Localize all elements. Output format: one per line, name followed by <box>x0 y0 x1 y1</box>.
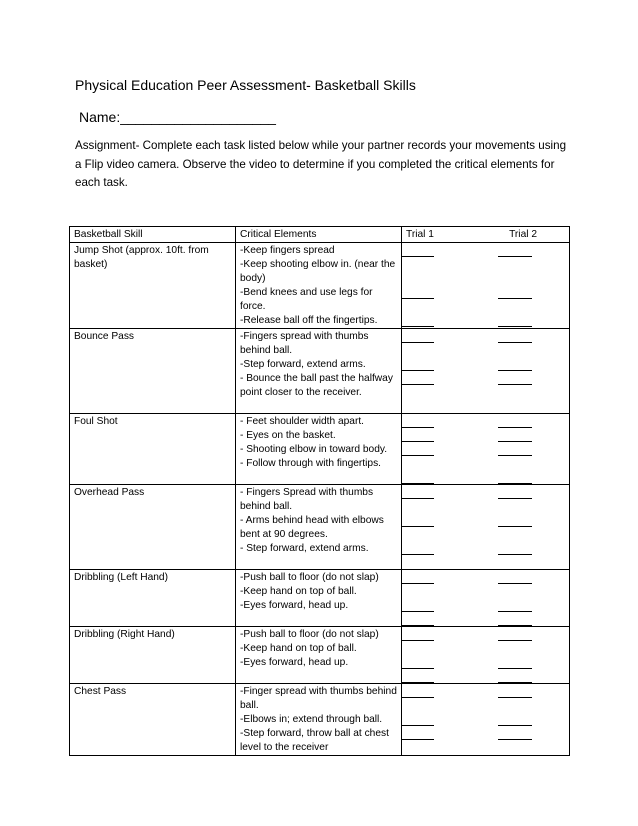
trial-1-blank[interactable] <box>402 326 434 327</box>
trial-2-blank[interactable] <box>498 326 532 327</box>
trial-1-blank[interactable] <box>402 498 434 499</box>
critical-element: - Arms behind head with elbows bent at 90 degrees. <box>240 515 384 540</box>
trial-2-blank[interactable] <box>498 739 532 740</box>
trial-cell <box>402 329 570 414</box>
elements-cell <box>236 414 402 485</box>
skill-cell: Overhead Pass <box>70 485 236 570</box>
trial-cell <box>402 684 570 756</box>
trial-cell <box>402 627 570 684</box>
critical-element: - Follow through with fingertips. <box>240 458 381 469</box>
critical-element: -Step forward, throw ball at chest level to the receiver <box>240 728 389 753</box>
elements-cell <box>236 627 402 684</box>
table-row <box>70 684 570 756</box>
elements-cell <box>236 243 402 329</box>
table-row <box>70 243 570 329</box>
table-row <box>70 414 570 485</box>
critical-element: -Finger spread with thumbs behind ball. <box>240 686 397 711</box>
trial-2-blank[interactable] <box>498 583 532 584</box>
critical-element: -Bend knees and use legs for force. <box>240 287 373 312</box>
critical-element: -Elbows in; extend through ball. <box>240 714 383 725</box>
critical-element: -Keep hand on top of ball. <box>240 586 357 597</box>
skill-cell: Bounce Pass <box>70 329 236 414</box>
trial-cell <box>402 414 570 485</box>
trial-2-blank[interactable] <box>498 668 532 669</box>
trial-1-blank[interactable] <box>402 384 434 385</box>
table-header-row <box>70 227 570 243</box>
skill-cell: Jump Shot (approx. 10ft. from basket) <box>70 243 236 329</box>
header-basketball-skill: Basketball Skill <box>70 227 236 243</box>
trial-1-blank[interactable] <box>402 611 434 612</box>
critical-element: - Eyes on the basket. <box>240 430 336 441</box>
elements-cell <box>236 329 402 414</box>
skill-cell: Dribbling (Right Hand) <box>70 627 236 684</box>
skills-assessment-table <box>69 226 570 756</box>
trial-2-blank[interactable] <box>498 455 532 456</box>
critical-element: -Eyes forward, head up. <box>240 600 349 611</box>
trial-1-blank[interactable] <box>402 427 434 428</box>
trial-cell <box>402 570 570 627</box>
trial-2-blank[interactable] <box>498 384 532 385</box>
elements-cell <box>236 684 402 756</box>
critical-element: - Shooting elbow in toward body. <box>240 444 388 455</box>
trial-1-blank[interactable] <box>402 668 434 669</box>
table-row <box>70 329 570 414</box>
trial-1-blank[interactable] <box>402 640 434 641</box>
trial-1-blank[interactable] <box>402 455 434 456</box>
trial-2-blank[interactable] <box>498 611 532 612</box>
trial-2-blank[interactable] <box>498 526 532 527</box>
critical-element: -Keep shooting elbow in. (near the body) <box>240 259 396 284</box>
trial-1-blank[interactable] <box>402 298 434 299</box>
trial-1-blank[interactable] <box>402 583 434 584</box>
trial-2-blank[interactable] <box>498 256 532 257</box>
trial-1-blank[interactable] <box>402 256 434 257</box>
name-field-label: Name:____________________ <box>79 109 276 125</box>
page-title: Physical Education Peer Assessment- Basketball Skills <box>75 77 416 93</box>
trial-2-blank[interactable] <box>498 697 532 698</box>
critical-element: -Keep hand on top of ball. <box>240 643 357 654</box>
trial-2-blank[interactable] <box>498 427 532 428</box>
trial-1-blank[interactable] <box>402 554 434 555</box>
critical-element: -Step forward, extend arms. <box>240 359 366 370</box>
trial-2-blank[interactable] <box>498 298 532 299</box>
critical-element: - Step forward, extend arms. <box>240 543 369 554</box>
header-trial-1: Trial 1 <box>406 229 434 240</box>
critical-element: -Release ball off the fingertips. <box>240 315 378 326</box>
skill-cell: Foul Shot <box>70 414 236 485</box>
critical-element: -Keep fingers spread <box>240 245 335 256</box>
critical-element: - Feet shoulder width apart. <box>240 416 365 427</box>
trial-1-blank[interactable] <box>402 342 434 343</box>
critical-element: -Push ball to floor (do not slap) <box>240 629 379 640</box>
trial-2-blank[interactable] <box>498 554 532 555</box>
header-trial-2: Trial 2 <box>509 229 537 240</box>
trial-1-blank[interactable] <box>402 697 434 698</box>
trial-1-blank[interactable] <box>402 441 434 442</box>
critical-element: -Push ball to floor (do not slap) <box>240 572 379 583</box>
trial-2-blank[interactable] <box>498 640 532 641</box>
table-row <box>70 570 570 627</box>
skill-cell: Chest Pass <box>70 684 236 756</box>
trial-cell <box>402 243 570 329</box>
trial-1-blank[interactable] <box>402 739 434 740</box>
trial-2-blank[interactable] <box>498 725 532 726</box>
skill-cell: Dribbling (Left Hand) <box>70 570 236 627</box>
trial-1-blank[interactable] <box>402 370 434 371</box>
header-critical-elements: Critical Elements <box>236 227 402 243</box>
elements-cell <box>236 570 402 627</box>
trial-2-blank[interactable] <box>498 342 532 343</box>
critical-element: -Eyes forward, head up. <box>240 657 349 668</box>
table-row <box>70 485 570 570</box>
table-row <box>70 627 570 684</box>
critical-element: -Fingers spread with thumbs behind ball. <box>240 331 369 356</box>
critical-element: - Bounce the ball past the halfway point closer to the receiver. <box>240 373 393 398</box>
header-trials <box>402 227 570 243</box>
critical-element: - Fingers Spread with thumbs behind ball. <box>240 487 374 512</box>
trial-1-blank[interactable] <box>402 725 434 726</box>
trial-2-blank[interactable] <box>498 370 532 371</box>
elements-cell <box>236 485 402 570</box>
trial-1-blank[interactable] <box>402 526 434 527</box>
assignment-instructions: Assignment- Complete each task listed below while your partner records your movements using a Flip video camera. Observe the video to determine if you completed the critical elements for each task. <box>75 139 567 189</box>
trial-cell <box>402 485 570 570</box>
trial-2-blank[interactable] <box>498 498 532 499</box>
trial-2-blank[interactable] <box>498 441 532 442</box>
